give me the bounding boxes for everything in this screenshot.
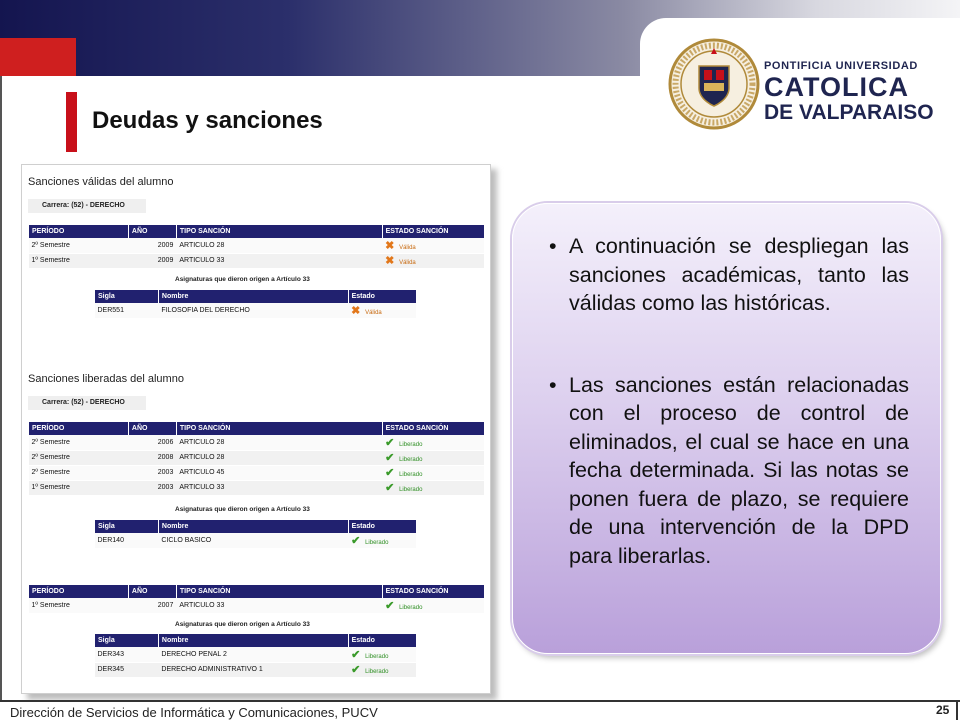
column-header: ESTADO SANCIÓN [382, 422, 484, 435]
table-header-row [29, 225, 485, 238]
valid-sanctions-title: Sanciones válidas del alumno [28, 176, 174, 188]
cell-periodo: 1º Semestre [29, 480, 129, 495]
university-name [764, 60, 934, 125]
table-row [29, 598, 485, 613]
status-check-icon: ✔ [351, 534, 361, 547]
status-x-icon: ✖ [351, 304, 361, 317]
cell-anio: 2006 [128, 435, 176, 450]
table-header-row [95, 634, 417, 647]
origin-caption-valid: Asignaturas que dieron origen a Artículo 33 [175, 276, 310, 283]
column-header: Nombre [158, 520, 348, 533]
cell-sigla: DER345 [95, 662, 159, 677]
column-header: PERÍODO [29, 225, 129, 238]
cell-sigla: DER343 [95, 647, 159, 662]
column-header: Estado [348, 290, 416, 303]
origin-caption-liberated-2: Asignaturas que dieron origen a Artículo 33 [175, 621, 310, 628]
table-header-row [95, 290, 417, 303]
status-check-icon: ✔ [385, 482, 395, 494]
cell-tipo: ARTICULO 28 [176, 435, 382, 450]
cell-tipo: ARTICULO 33 [176, 598, 382, 613]
liberated-sanctions-table [28, 422, 484, 496]
status-check-icon: ✔ [385, 436, 395, 449]
carrera-value: (52) - DERECHO [71, 399, 125, 406]
status-text: Válida [399, 260, 416, 266]
column-header: Estado [348, 520, 416, 533]
page-number: 25 [936, 703, 950, 717]
status-text: Válida [365, 309, 382, 316]
liberated-sanctions-title: Sanciones liberadas del alumno [28, 373, 184, 385]
column-header: Estado [348, 634, 416, 647]
table-header-row [29, 585, 485, 598]
table-row [29, 253, 485, 268]
cell-periodo: 2º Semestre [29, 465, 129, 480]
column-header: Nombre [158, 634, 348, 647]
carrera-field-valid [28, 199, 146, 213]
university-seal-icon [668, 38, 760, 130]
column-header: TIPO SANCIÓN [176, 225, 382, 238]
column-header: TIPO SANCIÓN [176, 422, 382, 435]
valid-sanctions-table [28, 225, 484, 269]
column-header: AÑO [128, 225, 176, 238]
table-row [29, 465, 485, 480]
page-separator [956, 700, 958, 720]
column-header: AÑO [128, 422, 176, 435]
table-header-row [29, 422, 485, 435]
column-header: AÑO [128, 585, 176, 598]
liberated-subjects-table [94, 520, 416, 549]
status-check-icon: ✔ [385, 452, 395, 464]
column-header: ESTADO SANCIÓN [382, 225, 484, 238]
status-x-icon: ✖ [385, 239, 395, 252]
cell-anio: 2007 [128, 598, 176, 613]
column-header: Sigla [95, 290, 159, 303]
cell-periodo: 1º Semestre [29, 598, 129, 613]
liberated-subjects-table-2 [94, 634, 416, 678]
logo-line-1: PONTIFICIA UNIVERSIDAD [764, 60, 918, 72]
status-text: Válida [399, 244, 416, 251]
cell-tipo: ARTICULO 33 [176, 253, 382, 268]
column-header: Nombre [158, 290, 348, 303]
status-check-icon: ✔ [351, 648, 361, 661]
cell-estado [348, 533, 416, 548]
carrera-field-liberated [28, 396, 146, 410]
sanctions-screenshot [21, 164, 491, 694]
footer-text: Dirección de Servicios de Informática y Comunicaciones, PUCV [10, 705, 378, 720]
carrera-label: Carrera: [42, 399, 70, 406]
status-check-icon: ✔ [385, 467, 395, 479]
valid-subjects-table [94, 290, 416, 319]
footer-line [0, 700, 960, 702]
logo-line-3: DE VALPARAISO [764, 101, 934, 124]
status-text: Liberado [399, 457, 423, 463]
cell-estado [382, 253, 484, 268]
status-text: Liberado [365, 539, 389, 546]
cell-periodo: 1º Semestre [29, 253, 129, 268]
cell-anio: 2008 [128, 450, 176, 465]
bullet-item: • A continuación se despliegan las sanciones académicas, tanto las válidas como las históricas. [549, 232, 909, 318]
cell-nombre: DERECHO ADMINISTRATIVO 1 [158, 662, 348, 677]
subject-row [95, 303, 417, 318]
status-x-icon: ✖ [385, 255, 395, 267]
status-check-icon: ✔ [351, 664, 361, 676]
cell-estado [382, 435, 484, 450]
header-red-tab [0, 38, 76, 76]
carrera-label: Carrera: [42, 202, 70, 209]
subject-row [95, 647, 417, 662]
logo-line-2: CATOLICA [764, 72, 909, 102]
status-text: Liberado [365, 669, 389, 675]
cell-tipo: ARTICULO 28 [176, 238, 382, 253]
cell-tipo: ARTICULO 45 [176, 465, 382, 480]
title-accent-bar [66, 92, 77, 152]
column-header: Sigla [95, 520, 159, 533]
carrera-value: (52) - DERECHO [71, 202, 125, 209]
column-header: PERÍODO [29, 585, 129, 598]
status-text: Liberado [365, 653, 389, 660]
origin-caption-liberated: Asignaturas que dieron origen a Artículo 33 [175, 506, 310, 513]
status-text: Liberado [399, 604, 423, 611]
column-header: ESTADO SANCIÓN [382, 585, 484, 598]
bullet-box [512, 203, 941, 654]
cell-estado [382, 480, 484, 495]
left-rule [0, 76, 2, 700]
cell-estado [382, 238, 484, 253]
status-check-icon: ✔ [385, 599, 395, 612]
status-text: Liberado [399, 472, 423, 478]
table-header-row [95, 520, 417, 533]
cell-tipo: ARTICULO 33 [176, 480, 382, 495]
cell-sigla: DER140 [95, 533, 159, 548]
cell-nombre: CICLO BASICO [158, 533, 348, 548]
status-text: Liberado [399, 441, 423, 448]
cell-nombre: DERECHO PENAL 2 [158, 647, 348, 662]
liberated-sanctions-table-2 [28, 585, 484, 614]
table-row [29, 450, 485, 465]
cell-estado [382, 450, 484, 465]
cell-estado [348, 647, 416, 662]
bullet-item: • Las sanciones están relacionadas con el proceso de control de eliminados, el cual se hace en una fecha determinada. Si las notas se ponen fuera de plazo, se requiere de una intervención de la DPD para liberarlas. [549, 371, 909, 571]
slide-title: Deudas y sanciones [92, 107, 323, 134]
table-row [29, 238, 485, 253]
subject-row [95, 662, 417, 677]
cell-nombre: FILOSOFIA DEL DERECHO [158, 303, 348, 318]
cell-estado [382, 598, 484, 613]
cell-estado [348, 662, 416, 677]
cell-periodo: 2º Semestre [29, 238, 129, 253]
cell-periodo: 2º Semestre [29, 435, 129, 450]
cell-estado [348, 303, 416, 318]
cell-anio: 2009 [128, 253, 176, 268]
cell-anio: 2009 [128, 238, 176, 253]
status-text: Liberado [399, 487, 423, 493]
cell-tipo: ARTICULO 28 [176, 450, 382, 465]
cell-periodo: 2º Semestre [29, 450, 129, 465]
cell-anio: 2003 [128, 465, 176, 480]
column-header: TIPO SANCIÓN [176, 585, 382, 598]
table-row [29, 480, 485, 495]
subject-row [95, 533, 417, 548]
bullet-list [549, 232, 909, 570]
table-row [29, 435, 485, 450]
cell-sigla: DER551 [95, 303, 159, 318]
cell-estado [382, 465, 484, 480]
cell-anio: 2003 [128, 480, 176, 495]
column-header: Sigla [95, 634, 159, 647]
column-header: PERÍODO [29, 422, 129, 435]
